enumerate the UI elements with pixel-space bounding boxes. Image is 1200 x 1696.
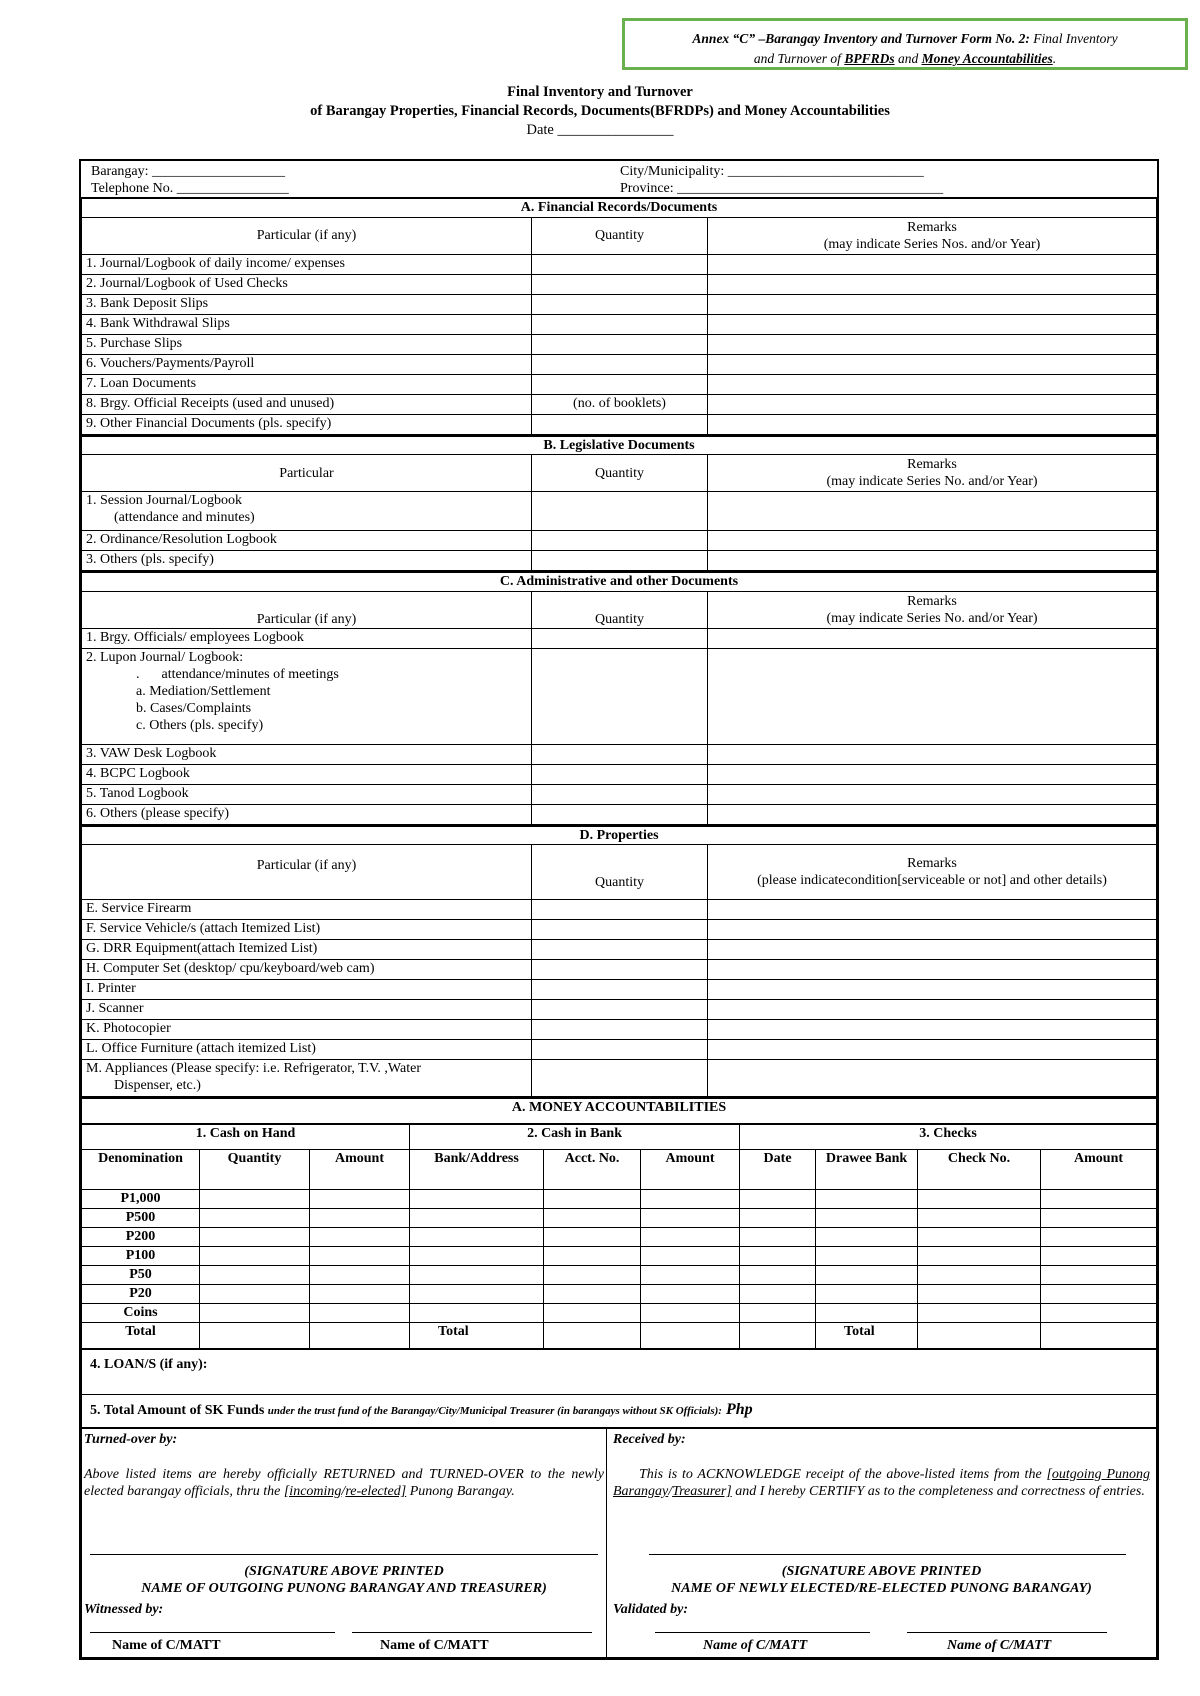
section-b-col-particular: Particular: [82, 455, 532, 492]
denomination-cell: P1,000: [82, 1190, 200, 1209]
province-field[interactable]: Province: ______________________________________: [620, 181, 944, 196]
annex-bpfrds: BPFRDs: [844, 51, 895, 66]
col-bank-address: Bank/Address: [410, 1150, 544, 1190]
table-row: I. Printer: [82, 980, 532, 1000]
witnessed-label: Witnessed by:: [84, 1602, 164, 1617]
table-row: 2. Ordinance/Resolution Logbook: [82, 531, 532, 551]
money-table: [81, 1124, 1157, 1349]
table-row: 3. Others (pls. specify): [82, 551, 532, 571]
table-row: 1. Session Journal/Logbook (attendance and minutes): [82, 492, 532, 531]
table-row: H. Computer Set (desktop/ cpu/keyboard/web cam): [82, 960, 532, 980]
received-text: This is to ACKNOWLEDGE receipt of the above-listed items from the [outgoing Punong Barangay/Treasurer] and I hereby CERTIFY as to the completeness and correctness of entries.: [613, 1467, 1150, 1499]
section-a-table: A. Financial Records/Documents Particular (if any) Quantity Remarks (may indicate Series Nos. and/or Year) 1. Journal/Logbook of daily income/ expenses 2. Journal/Logbook of Used Checks 3. Bank Deposit Slips 4. Bank Withdrawal Slips 5. Purchase Slips 6. Vouchers/Payments/Payroll 7. Loan Documents 8. Brgy. Official Receipts (used and unused) (no. of booklets) 9. Other Financial Documents (pls. specify): [81, 197, 1157, 435]
witness-line-2[interactable]: [352, 1632, 592, 1633]
table-row: 6. Vouchers/Payments/Payroll: [82, 354, 532, 374]
witness-line-1[interactable]: [90, 1632, 335, 1633]
validated-label: Validated by:: [613, 1602, 689, 1617]
annex-prefix: Annex “C” –Barangay Inventory and Turnover Form No. 2:: [692, 31, 1030, 46]
table-row: 8. Brgy. Official Receipts (used and unused): [82, 394, 532, 414]
turnover-text: Above listed items are hereby officially RETURNED and TURNED-OVER to the newly elected barangay officials, thru the [incoming/re-elected] Punong Barangay.: [84, 1467, 604, 1499]
table-row: 5. Purchase Slips: [82, 334, 532, 354]
denomination-cell: P500: [82, 1209, 200, 1228]
annex-line2a: and Turnover of: [753, 51, 845, 66]
col-date: Date: [740, 1150, 816, 1190]
col-amount-check: Amount: [1041, 1150, 1157, 1190]
turned-over-label: Turned-over by:: [84, 1432, 178, 1447]
city-field[interactable]: City/Municipality: ____________________________: [620, 164, 924, 179]
info-table: [81, 161, 1157, 197]
section-d-col-particular: Particular (if any): [82, 845, 532, 900]
loans-label[interactable]: 4. LOAN/S (if any):: [82, 1350, 1157, 1395]
col-quantity: Quantity: [200, 1150, 310, 1190]
section-a-col-quantity: Quantity: [532, 217, 708, 254]
table-row: L. Office Furniture (attach itemized List): [82, 1040, 532, 1060]
witness-name-2: Name of C/MATT: [380, 1638, 489, 1653]
total-cash-bank-label: Total: [410, 1323, 544, 1349]
table-row: 5. Tanod Logbook: [82, 784, 532, 804]
section-a-col-particular: Particular (if any): [82, 217, 532, 254]
section-c-table: [81, 571, 1157, 825]
validator-line-2[interactable]: [907, 1632, 1107, 1633]
received-by-label: Received by:: [613, 1432, 686, 1447]
validator-name-1: Name of C/MATT: [703, 1638, 808, 1653]
table-row: E. Service Firearm: [82, 900, 532, 920]
table-row: 2. Journal/Logbook of Used Checks: [82, 274, 532, 294]
annex-line1: Final Inventory: [1029, 31, 1118, 46]
section-c-col-quantity: Quantity: [532, 591, 708, 628]
section-b-table: [81, 435, 1157, 572]
section-d-col-remarks: Remarks (please indicatecondition[serviceable or not] and other details): [708, 845, 1157, 900]
col-amount: Amount: [310, 1150, 410, 1190]
telephone-field[interactable]: Telephone No. ________________: [91, 181, 289, 196]
section-a-col-remarks: Remarks (may indicate Series Nos. and/or Year): [708, 217, 1157, 254]
section-d-table: [81, 825, 1157, 1098]
denomination-cell: P100: [82, 1247, 200, 1266]
table-row: F. Service Vehicle/s (attach Itemized List): [82, 920, 532, 940]
table-row: M. Appliances (Please specify: i.e. Refrigerator, T.V. ,Water Dispenser, etc.): [82, 1060, 532, 1097]
form-title-2: of Barangay Properties, Financial Records, Documents(BFRDPs) and Money Accountabilities: [310, 103, 890, 119]
table-row: K. Photocopier: [82, 1020, 532, 1040]
received-sig-caption: (SIGNATURE ABOVE PRINTED NAME OF NEWLY ELECTED/RE-ELECTED PUNONG BARANGAY): [671, 1564, 1092, 1596]
annex-line2b: and: [894, 51, 922, 66]
section-b-title: B. Legislative Documents: [82, 436, 1157, 455]
table-row: 9. Other Financial Documents (pls. specify): [82, 414, 532, 434]
section-c-title: C. Administrative and other Documents: [82, 572, 1157, 591]
annex-label: [622, 18, 1188, 70]
denomination-cell: P50: [82, 1266, 200, 1285]
table-row: 2. Lupon Journal/ Logbook: . attendance/minutes of meetings a. Mediation/Settlement b. Cases/Complaints c. Others (pls. specify): [82, 648, 532, 744]
col-denomination: Denomination: [82, 1150, 200, 1190]
section-c-col-particular: Particular (if any): [82, 591, 532, 628]
money-title: A. MONEY ACCOUNTABILITIES: [82, 1098, 1157, 1124]
table-row: 6. Others (please specify): [82, 804, 532, 824]
money-title-table: [81, 1097, 1157, 1124]
barangay-field[interactable]: Barangay: ___________________: [91, 164, 286, 179]
form-date: Date ________________: [526, 122, 674, 138]
form-frame: [79, 159, 1159, 1660]
received-signature-line[interactable]: [649, 1554, 1126, 1555]
col-drawee-bank: Drawee Bank: [816, 1150, 918, 1190]
section-d-col-quantity: Quantity: [532, 845, 708, 900]
col-amount-bank: Amount: [641, 1150, 740, 1190]
table-row: 1. Journal/Logbook of daily income/ expenses: [82, 254, 532, 274]
table-row: 4. BCPC Logbook: [82, 764, 532, 784]
signature-table: [81, 1428, 1157, 1658]
section-b-col-remarks: Remarks (may indicate Series No. and/or Year): [708, 455, 1157, 492]
annex-money: Money Accountabilities: [921, 51, 1053, 66]
cash-in-bank-header: 2. Cash in Bank: [410, 1125, 740, 1150]
table-row: 3. VAW Desk Logbook: [82, 744, 532, 764]
turnover-section: [82, 1429, 607, 1658]
section-d-title: D. Properties: [82, 826, 1157, 845]
validator-name-2: Name of C/MATT: [947, 1638, 1052, 1653]
sk-funds-row[interactable]: 5. Total Amount of SK Funds under the trust fund of the Barangay/City/Municipal Treasurer (in barangays without SK Officials): Php: [82, 1395, 1157, 1428]
denomination-cell: P200: [82, 1228, 200, 1247]
table-row: G. DRR Equipment(attach Itemized List): [82, 940, 532, 960]
table-row: J. Scanner: [82, 1000, 532, 1020]
validator-line-1[interactable]: [655, 1632, 870, 1633]
received-section: [607, 1429, 1157, 1658]
section-c-col-remarks: Remarks (may indicate Series No. and/or Year): [708, 591, 1157, 628]
total-checks-label: Total: [816, 1323, 918, 1349]
col-check-no: Check No.: [918, 1150, 1041, 1190]
denomination-cell: P20: [82, 1285, 200, 1304]
witness-name-1: Name of C/MATT: [112, 1638, 221, 1653]
table-row: 4. Bank Withdrawal Slips: [82, 314, 532, 334]
turnover-signature-line[interactable]: [90, 1554, 598, 1555]
section-b-col-quantity: Quantity: [532, 455, 708, 492]
loans-table: [81, 1349, 1157, 1428]
section-a-title: A. Financial Records/Documents: [82, 198, 1157, 217]
form-title-1: Final Inventory and Turnover: [507, 84, 693, 100]
cash-on-hand-header: 1. Cash on Hand: [82, 1125, 410, 1150]
table-row: 1. Brgy. Officials/ employees Logbook: [82, 628, 532, 648]
table-row: 3. Bank Deposit Slips: [82, 294, 532, 314]
annex-line2c: .: [1052, 51, 1057, 66]
denomination-cell: Coins: [82, 1304, 200, 1323]
turnover-sig-caption: (SIGNATURE ABOVE PRINTED NAME OF OUTGOING PUNONG BARANGAY AND TREASURER): [141, 1564, 547, 1596]
table-row: 7. Loan Documents: [82, 374, 532, 394]
checks-header: 3. Checks: [740, 1125, 1157, 1150]
total-cash-hand-label: Total: [82, 1323, 200, 1349]
col-acct-no: Acct. No.: [544, 1150, 641, 1190]
